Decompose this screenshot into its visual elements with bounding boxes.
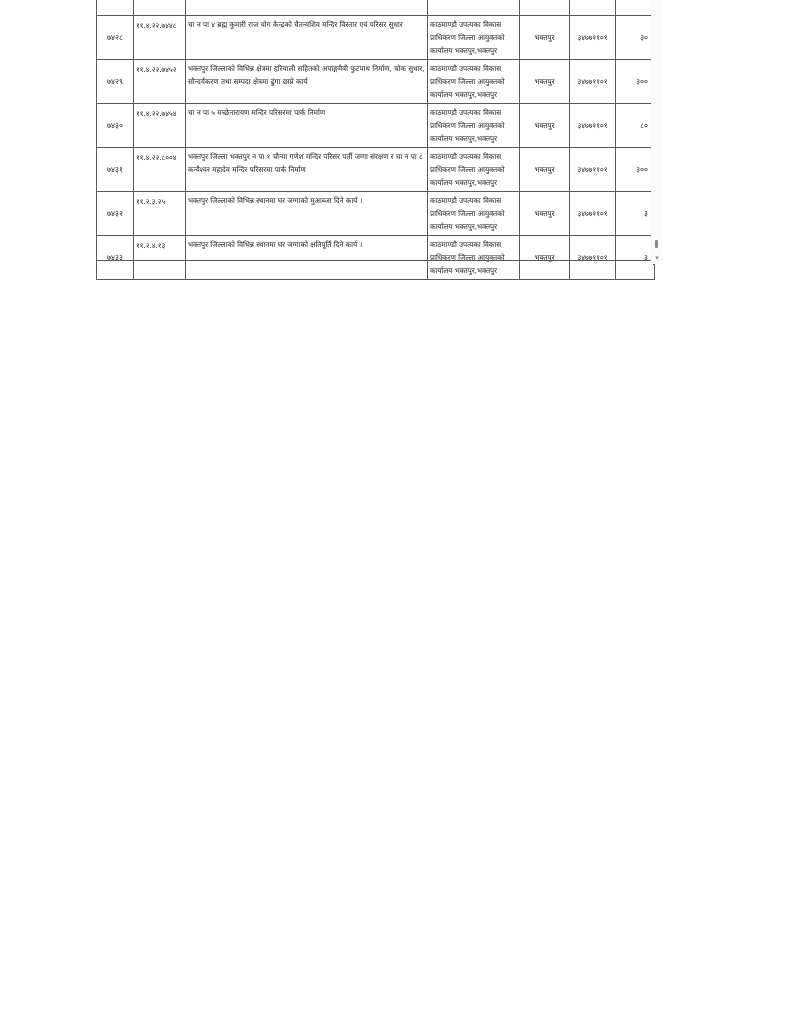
budget-code-cell: ३४७७११०१ [570,60,616,104]
table-row [97,148,655,192]
program-code-cell: ११.२.३.२५ [134,192,186,236]
table-row [97,16,655,60]
office-line: काठमाण्डौ उपत्यका विकास [430,152,502,161]
serial-number-cell: ७४२९ [97,60,134,104]
office-line: काठमाण्डौ उपत्यका विकास [430,20,502,29]
office-line: कार्यालय भक्तपुर,भक्तपुर [430,178,498,187]
program-code-cell: ११.४.२२.७४५४ [134,104,186,148]
scroll-down-arrow-icon[interactable]: ▾ [655,254,659,262]
description-cell: भक्तपुर जिल्लाको विभिन्न क्षेत्रमा हरियाली सहितको अपाङ्गमैत्री फुटपाथ निर्माण, चोक सुधार, सौन्दर्यकरण तथा सम्पदा क्षेत्रमा ढुंगा छाप्ने कार्य [186,60,428,104]
serial-number-cell: ७४२८ [97,16,134,60]
office-line: कार्यालय भक्तपुर,भक्तपुर [430,90,498,99]
office-line: प्राधिकरण जिल्ला आयुक्तको [430,33,505,42]
office-line: काठमाण्डौ उपत्यका विकास [430,108,502,117]
district-cell: भक्तपुर [520,60,570,104]
next-row-edge [96,260,654,265]
budget-table [96,15,655,280]
budget-code-cell: ३४७७११०१ [570,16,616,60]
document-viewer[interactable] [96,0,663,275]
district-cell: भक्तपुर [520,192,570,236]
amount-cell: ३ [616,236,655,280]
district-cell: भक्तपुर [520,236,570,280]
budget-code-cell: ३४७७११०१ [570,104,616,148]
budget-code-cell: ३४७७११०१ [570,192,616,236]
office-cell [428,60,520,104]
office-line: प्राधिकरण जिल्ला आयुक्तको [430,209,505,218]
amount-cell: ८० [616,104,655,148]
office-line: काठमाण्डौ उपत्यका विकास [430,64,502,73]
description-cell: भक्तपुर जिल्लाको विभिन्न स्थानमा घर जग्गाको क्षतिपूर्ति दिने कार्य । [186,236,428,280]
office-cell [428,104,520,148]
office-cell [428,148,520,192]
amount-cell: ३०० [616,148,655,192]
description-cell: चा न पा ५ मच्छेनारायण मन्दिर परिसरमा पार्क निर्माण [186,104,428,148]
description-cell: भक्तपुर जिल्ला भक्तपुर न पा १ चौन्या गणेश मन्दिर परिसर पर्ती जग्गा संरक्षण र चा न पा ८ कन्यैश्वर महादेव मन्दिर परिसरमा पार्क निर्माण [186,148,428,192]
serial-number-cell: ७४३२ [97,192,134,236]
budget-code-cell: ३४७७११०१ [570,148,616,192]
table-row [97,192,655,236]
district-cell: भक्तपुर [520,16,570,60]
table-row [97,60,655,104]
table-body [97,16,655,280]
serial-number-cell: ७४३३ [97,236,134,280]
program-code-cell: ११.४.२२.७४५२ [134,60,186,104]
office-line: कार्यालय भक्तपुर,भक्तपुर [430,46,498,55]
office-cell [428,236,520,280]
office-line: प्राधिकरण जिल्ला आयुक्तको [430,121,505,130]
amount-cell: ३० [616,16,655,60]
serial-number-cell: ७४३० [97,104,134,148]
amount-cell: ३०० [616,60,655,104]
office-line: काठमाण्डौ उपत्यका विकास [430,196,502,205]
office-cell [428,192,520,236]
serial-number-cell: ७४३१ [97,148,134,192]
amount-cell: ३ [616,192,655,236]
program-code-cell: ११.४.२२.७४४८ [134,16,186,60]
office-line: कार्यालय भक्तपुर,भक्तपुर [430,222,498,231]
office-line: काठमाण्डौ उपत्यका विकास [430,240,502,249]
office-line: प्राधिकरण जिल्ला आयुक्तको [430,253,505,262]
office-line: प्राधिकरण जिल्ला आयुक्तको [430,165,505,174]
description-cell: भक्तपुर जिल्लाको विभिन्न स्थानमा घर जग्गाको मुआब्जा दिने कार्य । [186,192,428,236]
table-row [97,104,655,148]
program-code-cell: ११.४.२२.८००४ [134,148,186,192]
description-cell: चा न पा ४ ब्रह्म कुमारी राज योग केन्द्रको चैतन्यशिव मन्दिर विस्तार एवं परिसर सुधार [186,16,428,60]
office-line: प्राधिकरण जिल्ला आयुक्तको [430,77,505,86]
vertical-scrollbar[interactable] [651,0,663,264]
previous-row-edge [96,0,654,15]
office-cell [428,16,520,60]
table-row [97,236,655,280]
program-code-cell: ११.२.४.१३ [134,236,186,280]
office-line: कार्यालय भक्तपुर,भक्तपुर [430,134,498,143]
district-cell: भक्तपुर [520,104,570,148]
budget-code-cell: ३४७७११०१ [570,236,616,280]
scrollbar-thumb[interactable] [655,240,658,248]
office-line: कार्यालय भक्तपुर,भक्तपुर [430,266,498,275]
district-cell: भक्तपुर [520,148,570,192]
